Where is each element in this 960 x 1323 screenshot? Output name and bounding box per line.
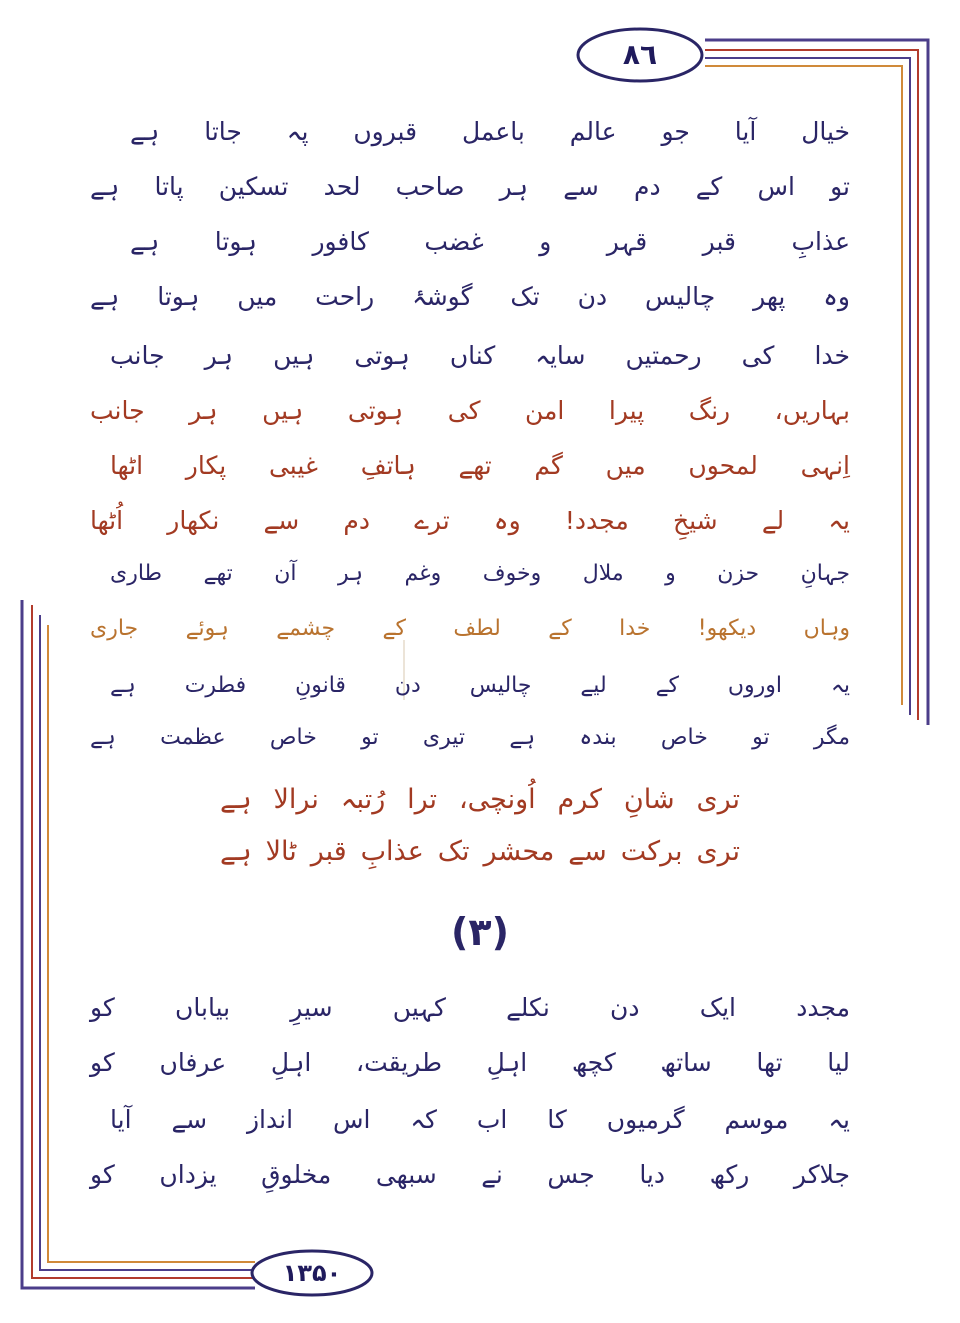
verse-line: لیا تھا ساتھ کچھ اہلِ طریقت، اہلِ عرفاں کو	[90, 1048, 850, 1077]
verse-line: مجدد ایک دن نکلے کہیں سیرِ بیاباں کو	[90, 993, 850, 1022]
verse-line: عذابِ قبر قہر و غضب کافور ہوتا ہے	[130, 227, 850, 256]
couplet-line: تری شانِ کرم اُونچی، ترا رُتبہ نرالا ہے	[220, 784, 740, 815]
verse-line: خیال آیا جو عالم باعمل قبروں پہ جاتا ہے	[130, 117, 850, 146]
verse-line: تو اس کے دم سے ہر صاحب لحد تسکین پاتا ہے	[90, 172, 850, 201]
verse-line: وہ پھر چالیس دن تک گوشۂ راحت میں ہوتا ہے	[90, 282, 850, 311]
verse-line: مگر تو خاص بندہ ہے تیری تو خاص عظمت ہے	[90, 725, 850, 750]
verse-line: یہ اوروں کے لیے چالیس دن قانونِ فطرت ہے	[110, 673, 850, 698]
section-number: (٣)	[451, 910, 509, 954]
verse-line: یہ لے شیخِ مجدد! وہ ترے دم سے نکھار اُٹھا	[90, 506, 850, 535]
top-page-number: ٨٦	[622, 38, 658, 71]
couplet-line: تری برکت سے محشر تک عذابِ قبر ٹالا ہے	[220, 836, 740, 867]
verse-line: یہ موسم گرمیوں کا اب کہ اس انداز سے آیا	[110, 1105, 850, 1134]
verse-line: وہاں دیکھو! خدا کے لطف کے چشمے ہوئے جاری	[90, 616, 850, 641]
verse-line: جلاکر رکھ دیا جس نے سبھی مخلوقِ یزداں کو	[90, 1160, 850, 1189]
verse-line: اِنہی لمحوں میں گم تھے ہاتفِ غیبی پکار اٹھا	[110, 451, 850, 480]
verse-line: خدا کی رحمتیں سایہ کناں ہوتی ہیں ہر جانب	[110, 341, 850, 370]
bottom-page-number: ۱۳۵۰	[282, 1259, 342, 1287]
verse-line: جہانِ حزن و ملال وخوف وغم ہر آن تھے طاری	[110, 561, 850, 586]
verse-line: بہاریں، رنگ پیرا امن کی ہوتی ہیں ہر جانب	[90, 396, 850, 425]
